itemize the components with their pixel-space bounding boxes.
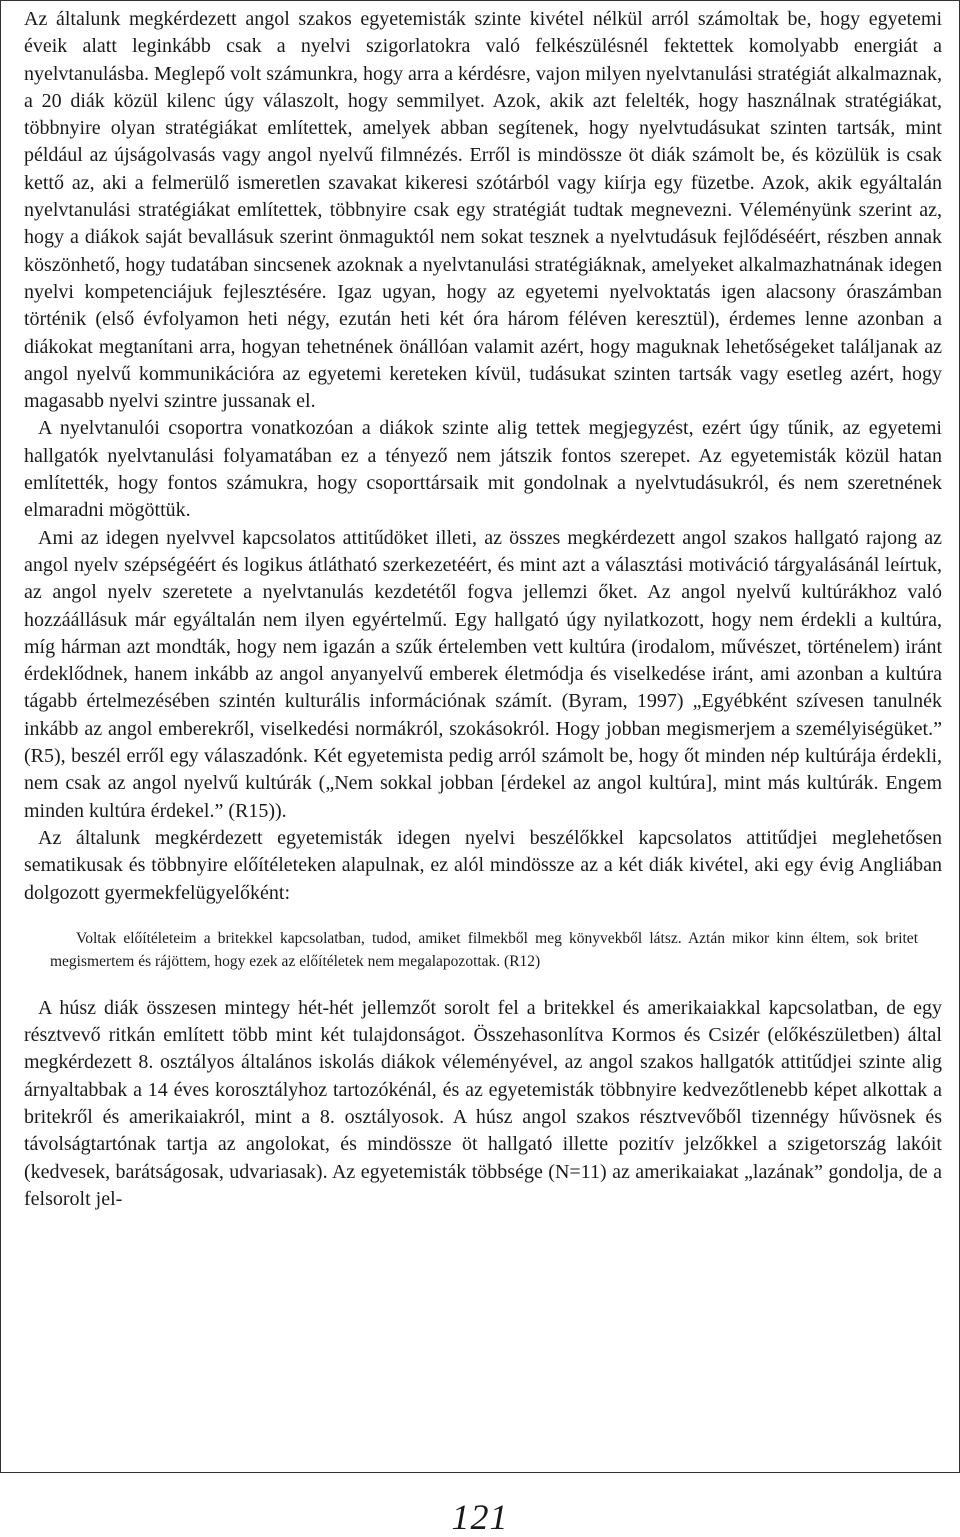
- page-number: 121: [451, 1497, 509, 1537]
- paragraph-attitudes: Ami az idegen nyelvvel kapcsolatos attitűdöket illeti, az összes megkérdezett angol szakos hallgató rajong az angol nyelv szépségéért és logikus átlátható szerkezetéért, és mint azt a választási motiváció tárgyalásánál leírtuk, az angol nyelv szeretete a nyelvtanulás kezdetétől fogva jellemzi őket. Az angol nyelvű kultúrákhoz való hozzáállásuk már egyáltalán nem ilyen egyértelmű. Egy hallgató úgy nyilatkozott, hogy nem érdekli a kultúra, míg hárman azt mondták, hogy nem igazán a szűk értelemben vett kultúra (irodalom, művészet, történelem) iránt érdeklődnek, hanem inkább az angol anyanyelvű emberek életmódja és viselkedése iránt, ami azonban a kultúra tágabb értelmezésében szintén kulturális információnak számít. (Byram, 1997) „Egyébként szívesen tanulnék inkább az angol emberekről, viselkedési normákról, szokásokról. Hogy jobban megismerjem a személyiségüket.” (R5), beszél erről egy válaszadónk. Két egyetemista pedig arról számolt be, hogy őt minden nép kultúrája érdekli, nem csak az angol nyelvű kultúrák („Nem sokkal jobban [érdekel az angol kultúra], mint más kultúrák. Engem minden kultúra érdekel.” (R15)).: [24, 526, 942, 822]
- paragraph-learner-group: A nyelvtanulói csoportra vonatkozóan a diákok szinte alig tettek megjegyzést, ezért úgy tűnik, az egyetemi hallgatók nyelvtanulási folyamatában ez a tényező nem játszik fontos szerepet. Az egyetemisták közül hatan említették, hogy fontos számukra, hogy csoporttársaik mit gondolnak a nyelvtudásukról, és nem szeretnének elmaradni mögöttük.: [24, 417, 942, 522]
- top-border: [0, 0, 960, 1]
- block-quote: Voltak előítéleteim a britekkel kapcsolatban, tudod, amiket filmekből meg könyvekből látsz. Aztán mikor kinn éltem, sok britet megismertem és rájöttem, hogy ezek az előítéletek nem megalapozottak. (R12): [50, 929, 918, 970]
- left-border: [0, 0, 1, 1473]
- bottom-border: [0, 1472, 960, 1473]
- paragraph-characteristics: A húsz diák összesen mintegy hét-hét jellemzőt sorolt fel a britekkel és amerikaiakkal kapcsolatban, de egy résztvevő ritkán említett több mint két tulajdonságot. Összehasonlítva Kormos és Csizér (előkészületben) által megkérdezett 8. osztályos általános iskolás diákok véleményével, az angol szakos hallgatók attitűdjei szinte alig árnyaltabbak a 14 éves korosztályhoz tartozókénál, és az egyetemisták többnyire kedvezőtlenebb képet alkottak a britekről és amerikaiakról, mint a 8. osztályosok. A húsz angol szakos résztvevőből tizennégy hűvösnek és távolságtartónak tartja az angolokat, és mindössze öt hallgató illette pozitív jelzőkkel a szigetország lakóit (kedvesek, barátságosak, udvariasak). Az egyetemisták többsége (N=11) az amerikaiakat „lazának” gondolja, de a felsorolt jel-: [24, 996, 942, 1210]
- page-body: [24, 6, 942, 1213]
- paragraph-speaker-attitudes: Az általunk megkérdezett egyetemisták idegen nyelvi beszélőkkel kapcsolatos attitűdjei meglehetősen sematikusak és többnyire előítéleteken alapulnak, ez alól mindössze az a két diák kivétel, aki egy évig Angliában dolgozott gyermekfelügyelőként:: [24, 826, 942, 904]
- paragraph-study-strategies: Az általunk megkérdezett angol szakos egyetemisták szinte kivétel nélkül arról számoltak be, hogy egyetemi éveik alatt leginkább csak a nyelvi szigorlatokra való felkészülésnél fektettek komolyabb energiát a nyelvtanulásba. Meglepő volt számunkra, hogy arra a kérdésre, vajon milyen nyelvtanulási stratégiát alkalmaznak, a 20 diák közül kilenc úgy válaszolt, hogy semmilyet. Azok, akik azt felelték, hogy használnak stratégiákat, többnyire olyan stratégiákat említettek, amelyek abban segítenek, hogy nyelvtudásukat szinten tartsák, mint például az újságolvasás vagy angol nyelvű filmnézés. Erről is mindössze öt diák számolt be, és közülük is csak kettő az, aki a felmerülő ismeretlen szavakat kikeresi szótárból vagy kiírja egy füzetbe. Azok, akik egyáltalán nyelvtanulási stratégiákat említettek, többnyire csak egy stratégiát tudtak megnevezni. Véleményünk szerint az, hogy a diákok saját bevallásuk szerint önmaguktól nem sokat tesznek a nyelvtudásuk fejlődéséért, részben annak köszönhető, hogy tudatában sincsenek azoknak a nyelvtanulási stratégiáknak, amelyeket alkalmazhatnának idegen nyelvi kompetenciájuk fejlesztésére. Igaz ugyan, hogy az egyetemi nyelvoktatás igen alacsony óraszámban történik (első évfolyamon heti négy, ezután heti két óra három féléven keresztül), érdemes lenne azonban a diákokat megtanítani arra, hogyan tehetnének önállóan valamit azért, hogy maguknak lehetőségeket találjanak az angol nyelvű kommunikációra az egyetemi kereteken kívül, tudásukat szinten tartsák vagy esetleg azért, hogy magasabb nyelvi szintre jussanak el.: [24, 8, 942, 413]
